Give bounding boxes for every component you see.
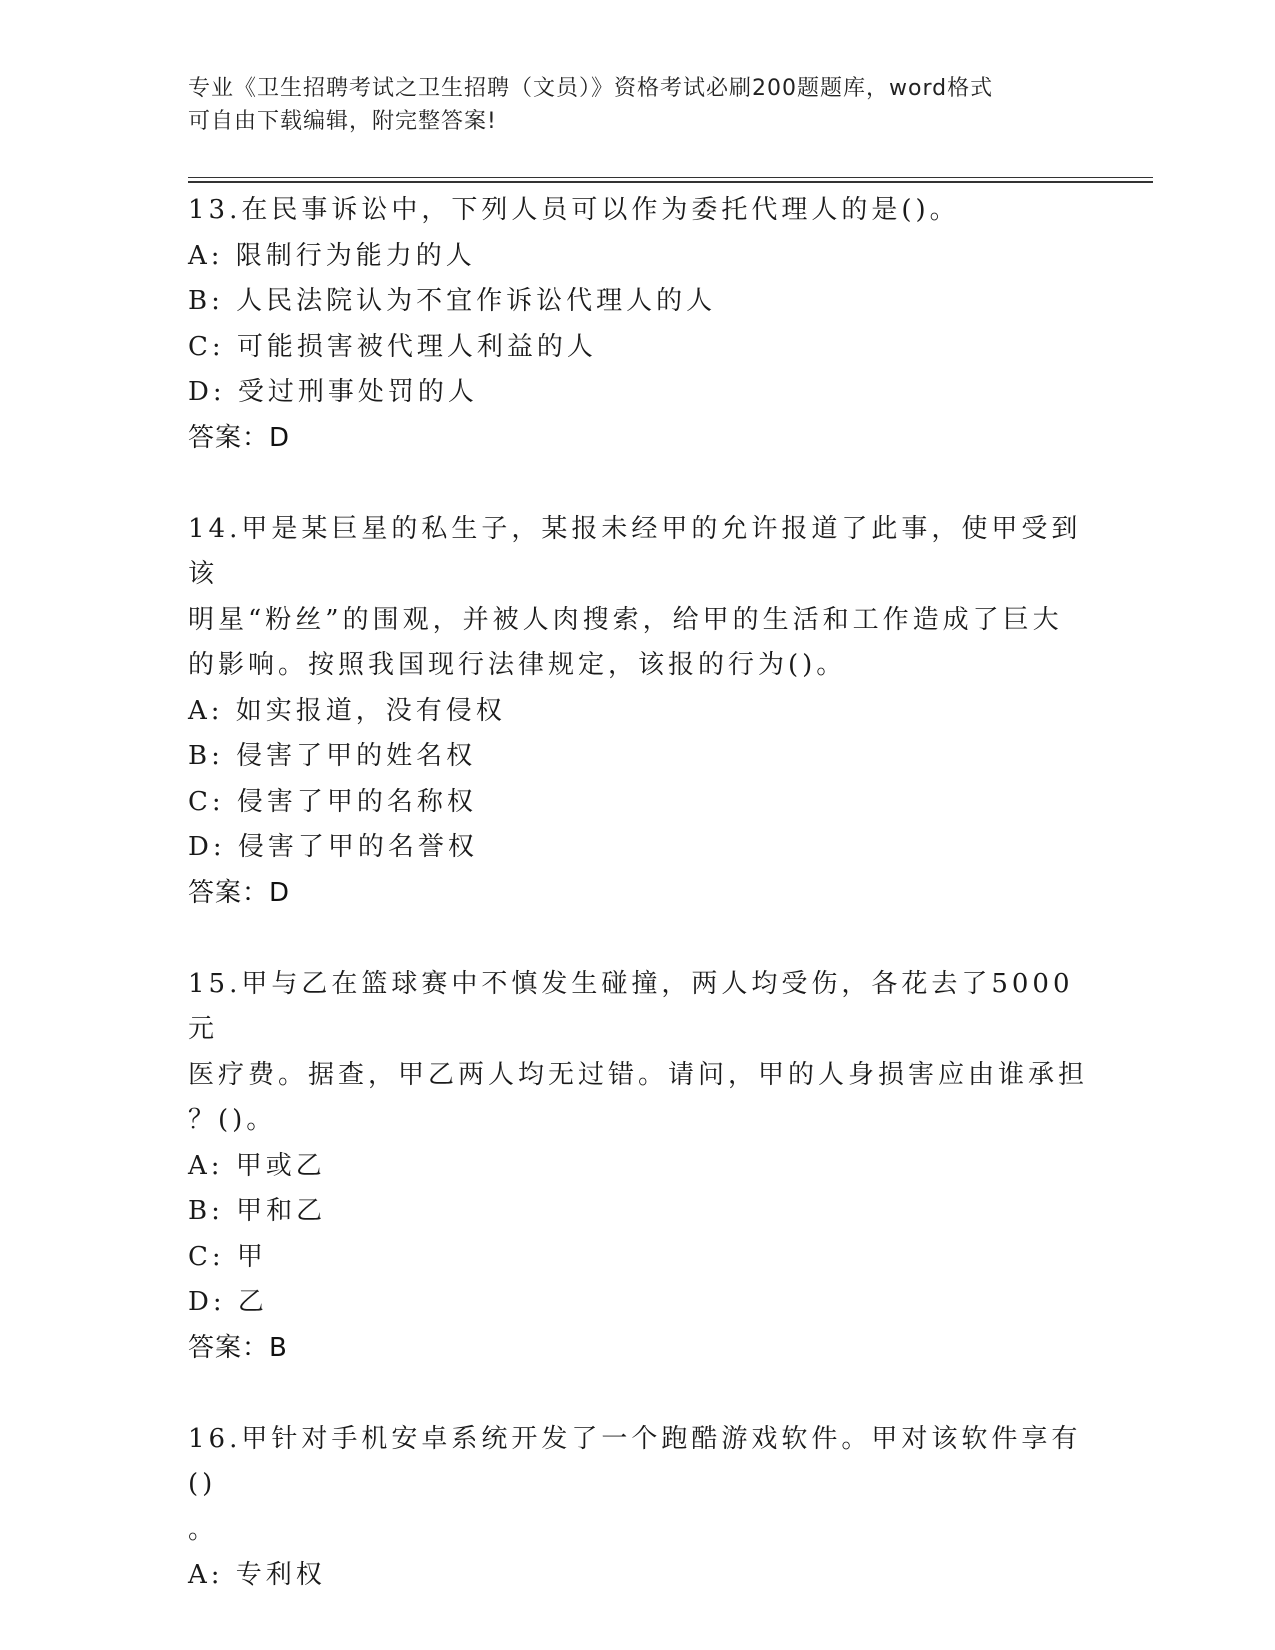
question-stem-line: 。 bbox=[188, 1514, 219, 1545]
answer-line: 答案：D bbox=[188, 422, 291, 453]
option-b: B: 人民法院认为不宜作诉讼代理人的人 bbox=[188, 286, 717, 316]
question-14 bbox=[188, 507, 1088, 917]
option-a: A: 限制行为能力的人 bbox=[188, 240, 476, 271]
question-stem-line: 明星“粉丝”的围观，并被人肉搜索，给甲的生活和工作造成了巨大 bbox=[188, 604, 1063, 635]
question-stem-line: 16.甲针对手机安卓系统开发了一个跑酷游戏软件。甲对该软件享有() bbox=[188, 1423, 1082, 1499]
option-c: C: 甲 bbox=[188, 1241, 267, 1272]
question-15 bbox=[188, 962, 1088, 1372]
question-list bbox=[188, 188, 1088, 1599]
option-a: A: 如实报道，没有侵权 bbox=[188, 695, 506, 726]
question-stem-line: ？()。 bbox=[188, 1105, 277, 1135]
header-divider-thick bbox=[188, 181, 1153, 183]
answer-line: 答案：B bbox=[188, 1332, 288, 1363]
question-stem-line: 14.甲是某巨星的私生子，某报未经甲的允许报道了此事，使甲受到该 bbox=[188, 513, 1082, 589]
option-d: D: 受过刑事处罚的人 bbox=[188, 377, 478, 407]
question-16 bbox=[188, 1417, 1088, 1599]
option-c: C: 侵害了甲的名称权 bbox=[188, 786, 477, 817]
question-stem-line: 13.在民事诉讼中，下列人员可以作为委托代理人的是()。 bbox=[188, 195, 960, 225]
question-stem-line: 医疗费。据查，甲乙两人均无过错。请问，甲的人身损害应由谁承担 bbox=[188, 1059, 1089, 1090]
option-d: D: 侵害了甲的名誉权 bbox=[188, 832, 478, 862]
question-spacer bbox=[188, 916, 1088, 962]
question-spacer bbox=[188, 1371, 1088, 1417]
question-stem-line: 的影响。按照我国现行法律规定，该报的行为()。 bbox=[188, 650, 847, 680]
header-line-2: 可自由下载编辑，附完整答案! bbox=[188, 109, 497, 134]
option-d: D: 乙 bbox=[188, 1287, 268, 1317]
option-a: A: 甲或乙 bbox=[188, 1150, 326, 1181]
option-a: A: 专利权 bbox=[188, 1560, 326, 1590]
answer-line: 答案：D bbox=[188, 877, 291, 908]
document-header bbox=[188, 72, 1088, 138]
header-divider-thin bbox=[188, 177, 1153, 178]
option-b: B: 侵害了甲的姓名权 bbox=[188, 741, 477, 771]
question-stem-line: 15.甲与乙在篮球赛中不慎发生碰撞，两人均受伤，各花去了5000元 bbox=[188, 968, 1074, 1044]
option-b: B: 甲和乙 bbox=[188, 1196, 327, 1226]
header-line-1: 专业《卫生招聘考试之卫生招聘（文员）》资格考试必刷200题题库，word格式 bbox=[188, 76, 994, 101]
question-13 bbox=[188, 188, 1088, 461]
question-spacer bbox=[188, 461, 1088, 507]
option-c: C: 可能损害被代理人利益的人 bbox=[188, 331, 597, 362]
